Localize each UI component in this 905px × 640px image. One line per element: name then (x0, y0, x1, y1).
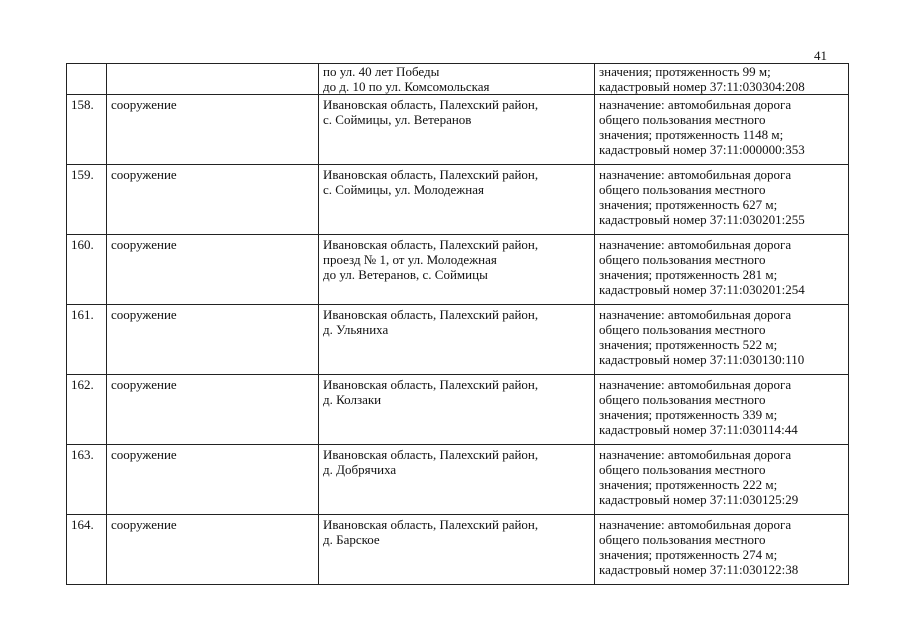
row-number: 161. (71, 307, 94, 322)
object-type: сооружение (111, 97, 177, 112)
description-line: значения; протяженность 99 м; (599, 64, 771, 79)
cell-number (67, 305, 107, 375)
object-type: сооружение (111, 517, 177, 532)
cell-type (107, 305, 319, 375)
cell-address (319, 64, 595, 95)
cell-number (67, 515, 107, 585)
cell-description (595, 95, 849, 165)
description-line: кадастровый номер 37:11:030201:255 (599, 212, 805, 227)
cell-number (67, 165, 107, 235)
cell-type (107, 515, 319, 585)
description-line: кадастровый номер 37:11:030114:44 (599, 422, 798, 437)
object-type: сооружение (111, 167, 177, 182)
cell-description (595, 375, 849, 445)
description-line: значения; протяженность 522 м; (599, 337, 778, 352)
address-line: Ивановская область, Палехский район, (323, 517, 539, 532)
description-line: назначение: автомобильная дорога (599, 377, 792, 392)
description-line: назначение: автомобильная дорога (599, 97, 792, 112)
description-line: общего пользования местного (599, 322, 766, 337)
address-line: д. Ульяниха (323, 322, 389, 337)
row-number: 164. (71, 517, 94, 532)
cell-number (67, 445, 107, 515)
table-row (67, 95, 849, 165)
cell-description (595, 165, 849, 235)
table-row (67, 165, 849, 235)
cell-description (595, 445, 849, 515)
cell-address (319, 95, 595, 165)
cell-address (319, 375, 595, 445)
object-type: сооружение (111, 237, 177, 252)
page-number: 41 (814, 48, 827, 63)
cell-address (319, 305, 595, 375)
description-line: общего пользования местного (599, 252, 766, 267)
address-line: Ивановская область, Палехский район, (323, 237, 539, 252)
description-line: назначение: автомобильная дорога (599, 517, 792, 532)
description-line: общего пользования местного (599, 462, 766, 477)
address-line: д. Колзаки (323, 392, 382, 407)
property-registry-table (66, 63, 849, 585)
address-line: Ивановская область, Палехский район, (323, 307, 539, 322)
description-line: значения; протяженность 281 м; (599, 267, 778, 282)
table-row (67, 515, 849, 585)
cell-number (67, 235, 107, 305)
address-line: до д. 10 по ул. Комсомольская (323, 79, 490, 94)
description-line: значения; протяженность 1148 м; (599, 127, 784, 142)
cell-description (595, 235, 849, 305)
description-line: общего пользования местного (599, 182, 766, 197)
cell-description (595, 515, 849, 585)
description-line: общего пользования местного (599, 532, 766, 547)
cell-type (107, 235, 319, 305)
object-type: сооружение (111, 447, 177, 462)
cell-number (67, 375, 107, 445)
table-row-continuation (67, 64, 849, 95)
address-line: по ул. 40 лет Победы (323, 64, 440, 79)
description-line: значения; протяженность 339 м; (599, 407, 778, 422)
cell-address (319, 235, 595, 305)
description-line: кадастровый номер 37:11:030304:208 (599, 79, 805, 94)
row-number: 158. (71, 97, 94, 112)
cell-number (67, 64, 107, 95)
description-line: кадастровый номер 37:11:000000:353 (599, 142, 805, 157)
address-line: Ивановская область, Палехский район, (323, 377, 539, 392)
row-number: 160. (71, 237, 94, 252)
description-line: общего пользования местного (599, 392, 766, 407)
cell-type (107, 95, 319, 165)
description-line: значения; протяженность 222 м; (599, 477, 778, 492)
description-line: назначение: автомобильная дорога (599, 447, 792, 462)
description-line: кадастровый номер 37:11:030125:29 (599, 492, 799, 507)
description-line: назначение: автомобильная дорога (599, 307, 792, 322)
description-line: значения; протяженность 627 м; (599, 197, 778, 212)
table-row (67, 305, 849, 375)
cell-number (67, 95, 107, 165)
address-line: до ул. Ветеранов, с. Соймицы (323, 267, 488, 282)
description-line: назначение: автомобильная дорога (599, 237, 792, 252)
cell-type (107, 165, 319, 235)
address-line: д. Барское (323, 532, 380, 547)
row-number: 162. (71, 377, 94, 392)
row-number: 163. (71, 447, 94, 462)
cell-description (595, 305, 849, 375)
cell-type (107, 64, 319, 95)
description-line: общего пользования местного (599, 112, 766, 127)
cell-address (319, 165, 595, 235)
cell-address (319, 515, 595, 585)
table-row (67, 445, 849, 515)
address-line: Ивановская область, Палехский район, (323, 97, 539, 112)
cell-type (107, 445, 319, 515)
address-line: с. Соймицы, ул. Молодежная (323, 182, 484, 197)
table-row (67, 375, 849, 445)
cell-type (107, 375, 319, 445)
cell-description (595, 64, 849, 95)
object-type: сооружение (111, 377, 177, 392)
description-line: кадастровый номер 37:11:030122:38 (599, 562, 799, 577)
table-body (67, 64, 849, 585)
address-line: с. Соймицы, ул. Ветеранов (323, 112, 472, 127)
address-line: проезд № 1, от ул. Молодежная (323, 252, 497, 267)
object-type: сооружение (111, 307, 177, 322)
cell-address (319, 445, 595, 515)
row-number: 159. (71, 167, 94, 182)
address-line: Ивановская область, Палехский район, (323, 447, 539, 462)
address-line: д. Добрячиха (323, 462, 397, 477)
address-line: Ивановская область, Палехский район, (323, 167, 539, 182)
description-line: кадастровый номер 37:11:030201:254 (599, 282, 805, 297)
description-line: значения; протяженность 274 м; (599, 547, 778, 562)
description-line: кадастровый номер 37:11:030130:110 (599, 352, 805, 367)
table-row (67, 235, 849, 305)
description-line: назначение: автомобильная дорога (599, 167, 792, 182)
